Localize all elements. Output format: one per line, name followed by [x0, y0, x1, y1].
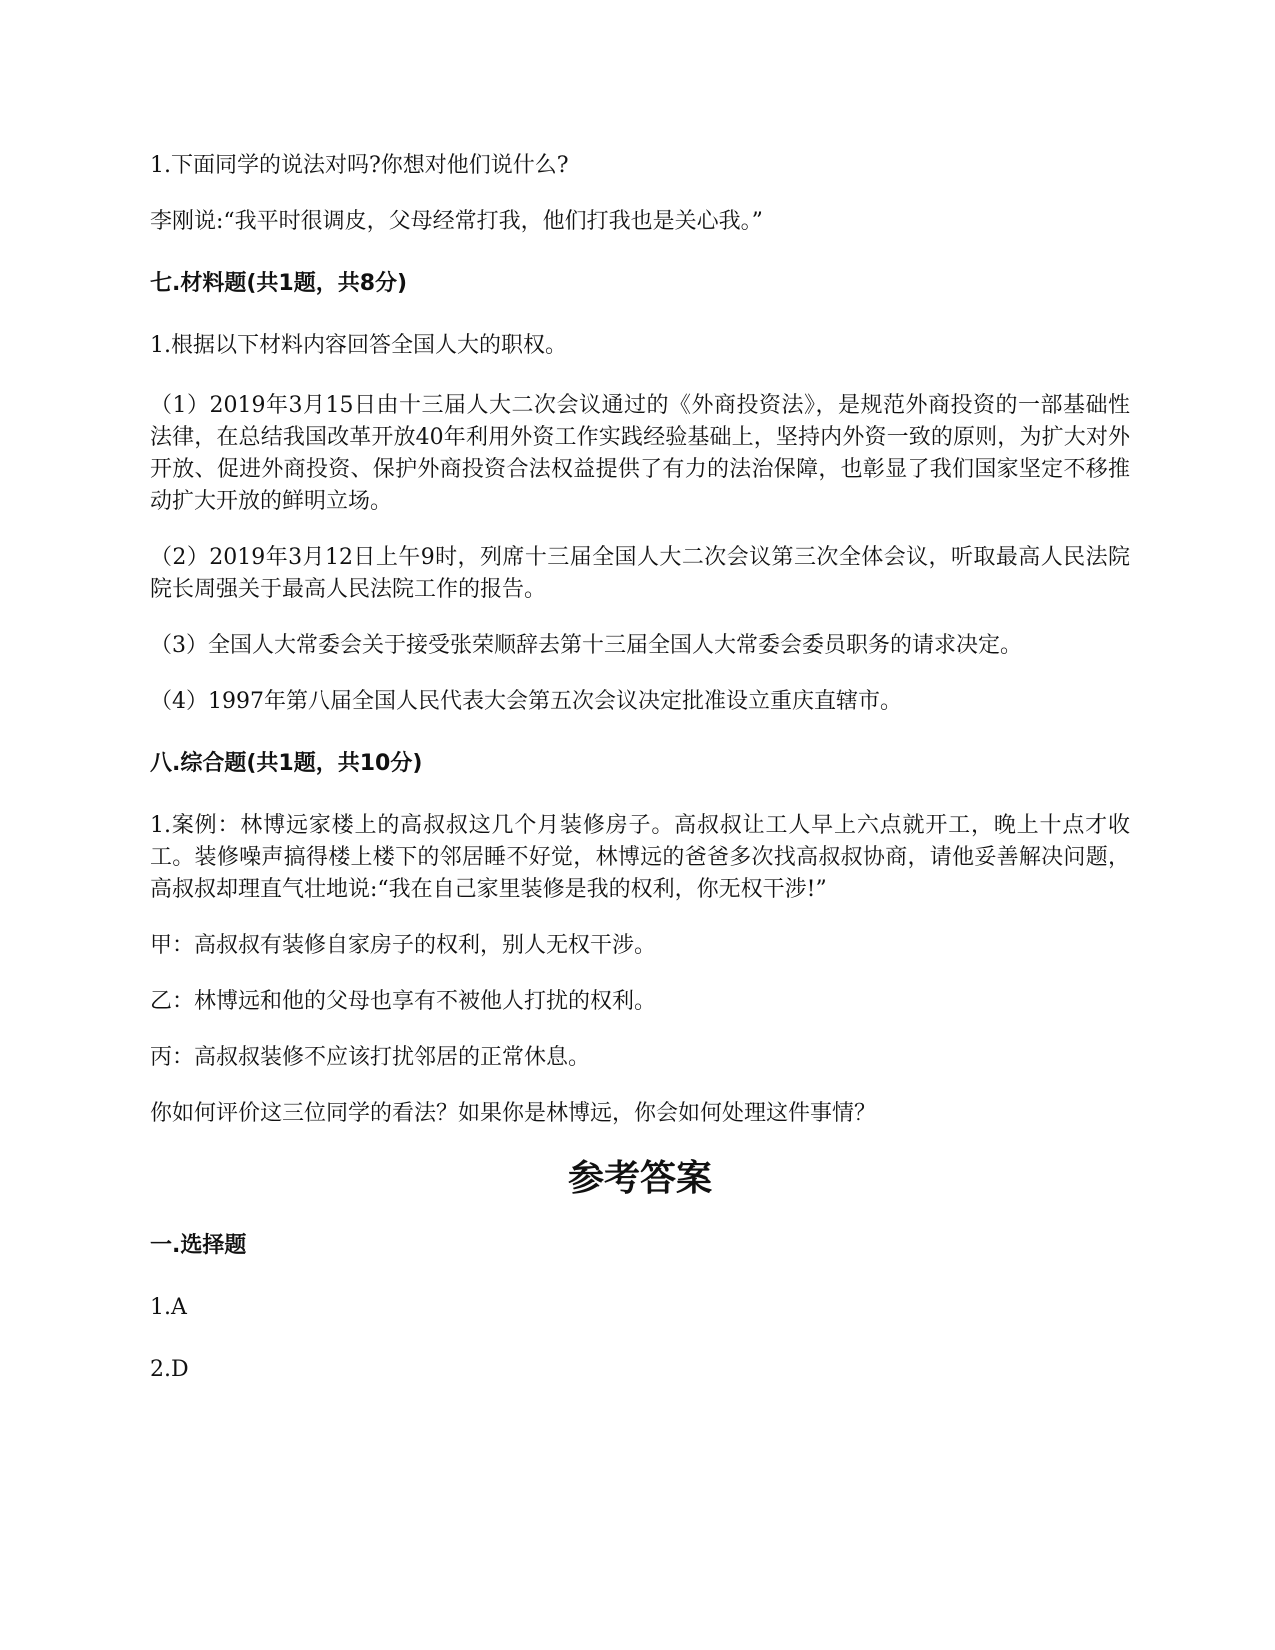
- answer-item-1: 1.A: [150, 1295, 187, 1320]
- material-1: （1）2019年3月15日由十三届人大二次会议通过的《外商投资法》，是规范外商投资的一部基础性法律，在总结我国改革开放40年利用外资工作实践经验基础上，坚持内外资一致的原则，为扩大对外开放、促进外商投资、保护外商投资合法权益提供了有力的法治保障，也彰显了我们国家坚定不移推动扩大开放的鲜明立场。: [150, 393, 1130, 514]
- case-text: 1.案例：林博远家楼上的高叔叔这几个月装修房子。高叔叔让工人早上六点就开工，晚上十点才收工。装修噪声搞得楼上楼下的邻居睡不好觉，林博远的爸爸多次找高叔叔协商，请他妥善解决问题，高叔叔却理直气壮地说:“我在自己家里装修是我的权利，你无权干涉!”: [150, 813, 1130, 902]
- material-2: （2）2019年3月12日上午9时，列席十三届全国人大二次会议第三次全体会议，听取最高人民法院院长周强关于最高人民法院工作的报告。: [150, 545, 1130, 602]
- question-8-prompt: 你如何评价这三位同学的看法？如果你是林博远，你会如何处理这件事情？: [150, 1101, 877, 1126]
- question-6-statement: 李刚说:“我平时很调皮，父母经常打我，他们打我也是关心我。”: [150, 209, 763, 234]
- opinion-jia: 甲：高叔叔有装修自家房子的权利，别人无权干涉。: [150, 933, 657, 958]
- question-7-item: 1.根据以下材料内容回答全国人大的职权。: [150, 333, 567, 358]
- material-4: （4）1997年第八届全国人民代表大会第五次会议决定批准设立重庆直辖市。: [150, 689, 902, 714]
- opinion-bing: 丙：高叔叔装修不应该打扰邻居的正常休息。: [150, 1045, 591, 1070]
- material-3: （3）全国人大常委会关于接受张荣顺辞去第十三届全国人大常委会委员职务的请求决定。: [150, 633, 1023, 658]
- document-page: [150, 150, 1130, 1416]
- answer-section-1-heading: 一.选择题: [150, 1233, 247, 1258]
- answer-item-2: 2.D: [150, 1357, 189, 1382]
- section-7-heading: 七.材料题(共1题，共8分): [150, 271, 408, 296]
- answer-key-title: 参考答案: [567, 1158, 712, 1199]
- section-8-heading: 八.综合题(共1题，共10分): [150, 751, 423, 776]
- question-6-item: 1.下面同学的说法对吗?你想对他们说什么?: [150, 153, 569, 178]
- opinion-yi: 乙：林博远和他的父母也享有不被他人打扰的权利。: [150, 989, 657, 1014]
